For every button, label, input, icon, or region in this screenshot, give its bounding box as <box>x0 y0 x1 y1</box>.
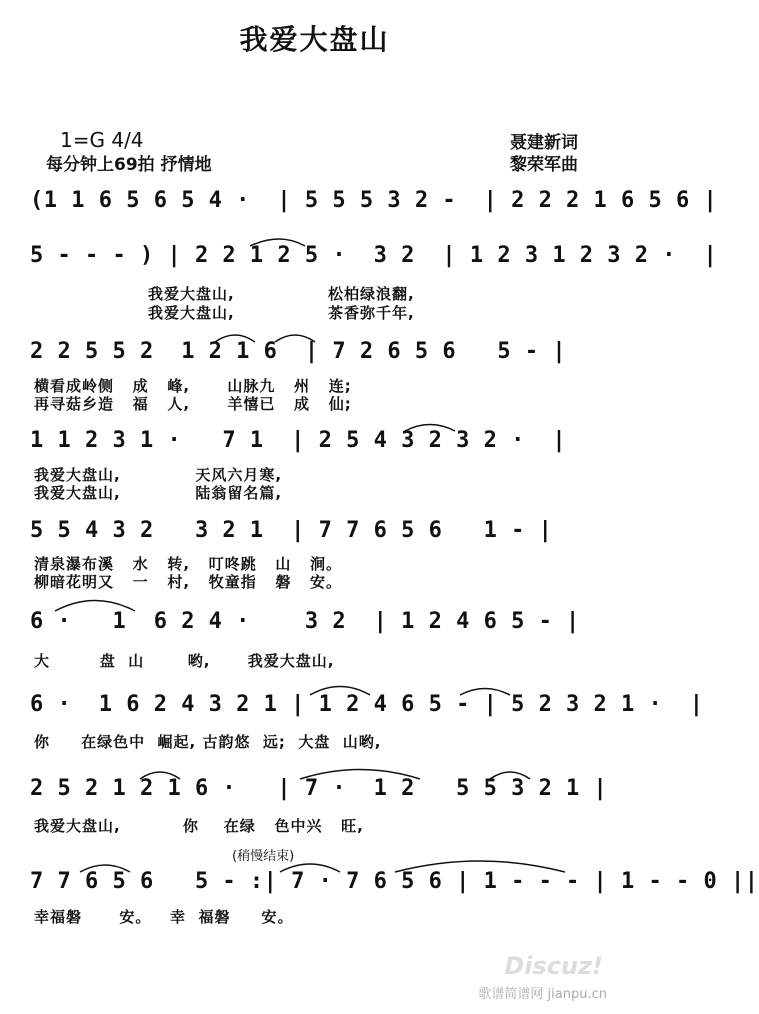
lyric-line-9a: 幸福磐 安。 幸 福磐 安。 <box>34 908 294 926</box>
song-title: 我爱大盘山 <box>239 23 390 56</box>
notation-line-6: 6 · 1 6 2 4 · 3 2 | 1 2 4 6 5 - | <box>30 609 580 634</box>
lyric-line-4a: 我爱大盘山, 天风六月寒, <box>34 466 283 484</box>
lyric-line-8a: 我爱大盘山, 你 在绿 色中兴 旺, <box>34 817 364 835</box>
lyricist-credit: 聂建新词 <box>510 133 578 153</box>
notation-line-3: 2 2 5 5 2 1 2 1 6 | 7 2 6 5 6 5 - | <box>30 339 567 364</box>
lyric-line-4b: 我爱大盘山, 陆翁留名篇, <box>34 484 283 502</box>
notation-line-7: 6 · 1 6 2 4 3 2 1 | 1 2 4 6 5 - | 5 2 3 2 1 · | <box>30 692 704 717</box>
notation-line-8: 2 5 2 1 2 1 6 · | 7 · 1 2 5 5 3 2 1 | <box>30 776 608 801</box>
composer-credit: 黎荣军曲 <box>510 155 578 175</box>
lyric-line-5b: 柳暗花明又 一 村, 牧童指 磐 安。 <box>34 573 343 591</box>
lyric-line-6a: 大 盘 山 哟, 我爱大盘山, <box>34 652 335 670</box>
key-signature: 1=G 4/4 <box>60 128 144 152</box>
tempo-annotation: (稍慢结束) <box>232 849 295 864</box>
lyric-line-2a: 我爱大盘山, 松柏绿浪翻, <box>148 285 415 303</box>
lyric-line-7a: 你 在绿色中 崛起, 古韵悠 远; 大盘 山哟, <box>34 733 382 751</box>
watermark-text: 歌谱简谱网 jianpu.cn <box>478 987 607 1002</box>
notation-line-9: 7 7 6 5 6 5 - :| 7 · 7 6 5 6 | 1 - - - | 1 - - 0 || <box>30 869 759 894</box>
notation-line-5: 5 5 4 3 2 3 2 1 | 7 7 6 5 6 1 - | <box>30 518 553 543</box>
lyric-line-3a: 横看成岭侧 成 峰, 山脉九 州 连; <box>34 377 352 395</box>
notation-line-1: (1 1 6 5 6 5 4 · | 5 5 5 3 2 - | 2 2 2 1 6 5 6 | <box>30 188 718 213</box>
notation-line-2: 5 - - - ) | 2 2 1 2 5 · 3 2 | 1 2 3 1 2 3 2 · | <box>30 243 718 268</box>
lyric-line-3b: 再寻菇乡造 福 人, 羊憘已 成 仙; <box>34 395 352 413</box>
tempo-marking: 每分钟上69拍 抒情地 <box>46 155 212 175</box>
notation-line-4: 1 1 2 3 1 · 7 1 | 2 5 4 3 2 3 2 · | <box>30 428 567 453</box>
watermark-logo: Discuz! <box>504 952 603 980</box>
lyric-line-5a: 清泉瀑布溪 水 转, 叮咚跳 山 涧。 <box>34 555 343 573</box>
lyric-line-2b: 我爱大盘山, 茶香弥千年, <box>148 304 415 322</box>
